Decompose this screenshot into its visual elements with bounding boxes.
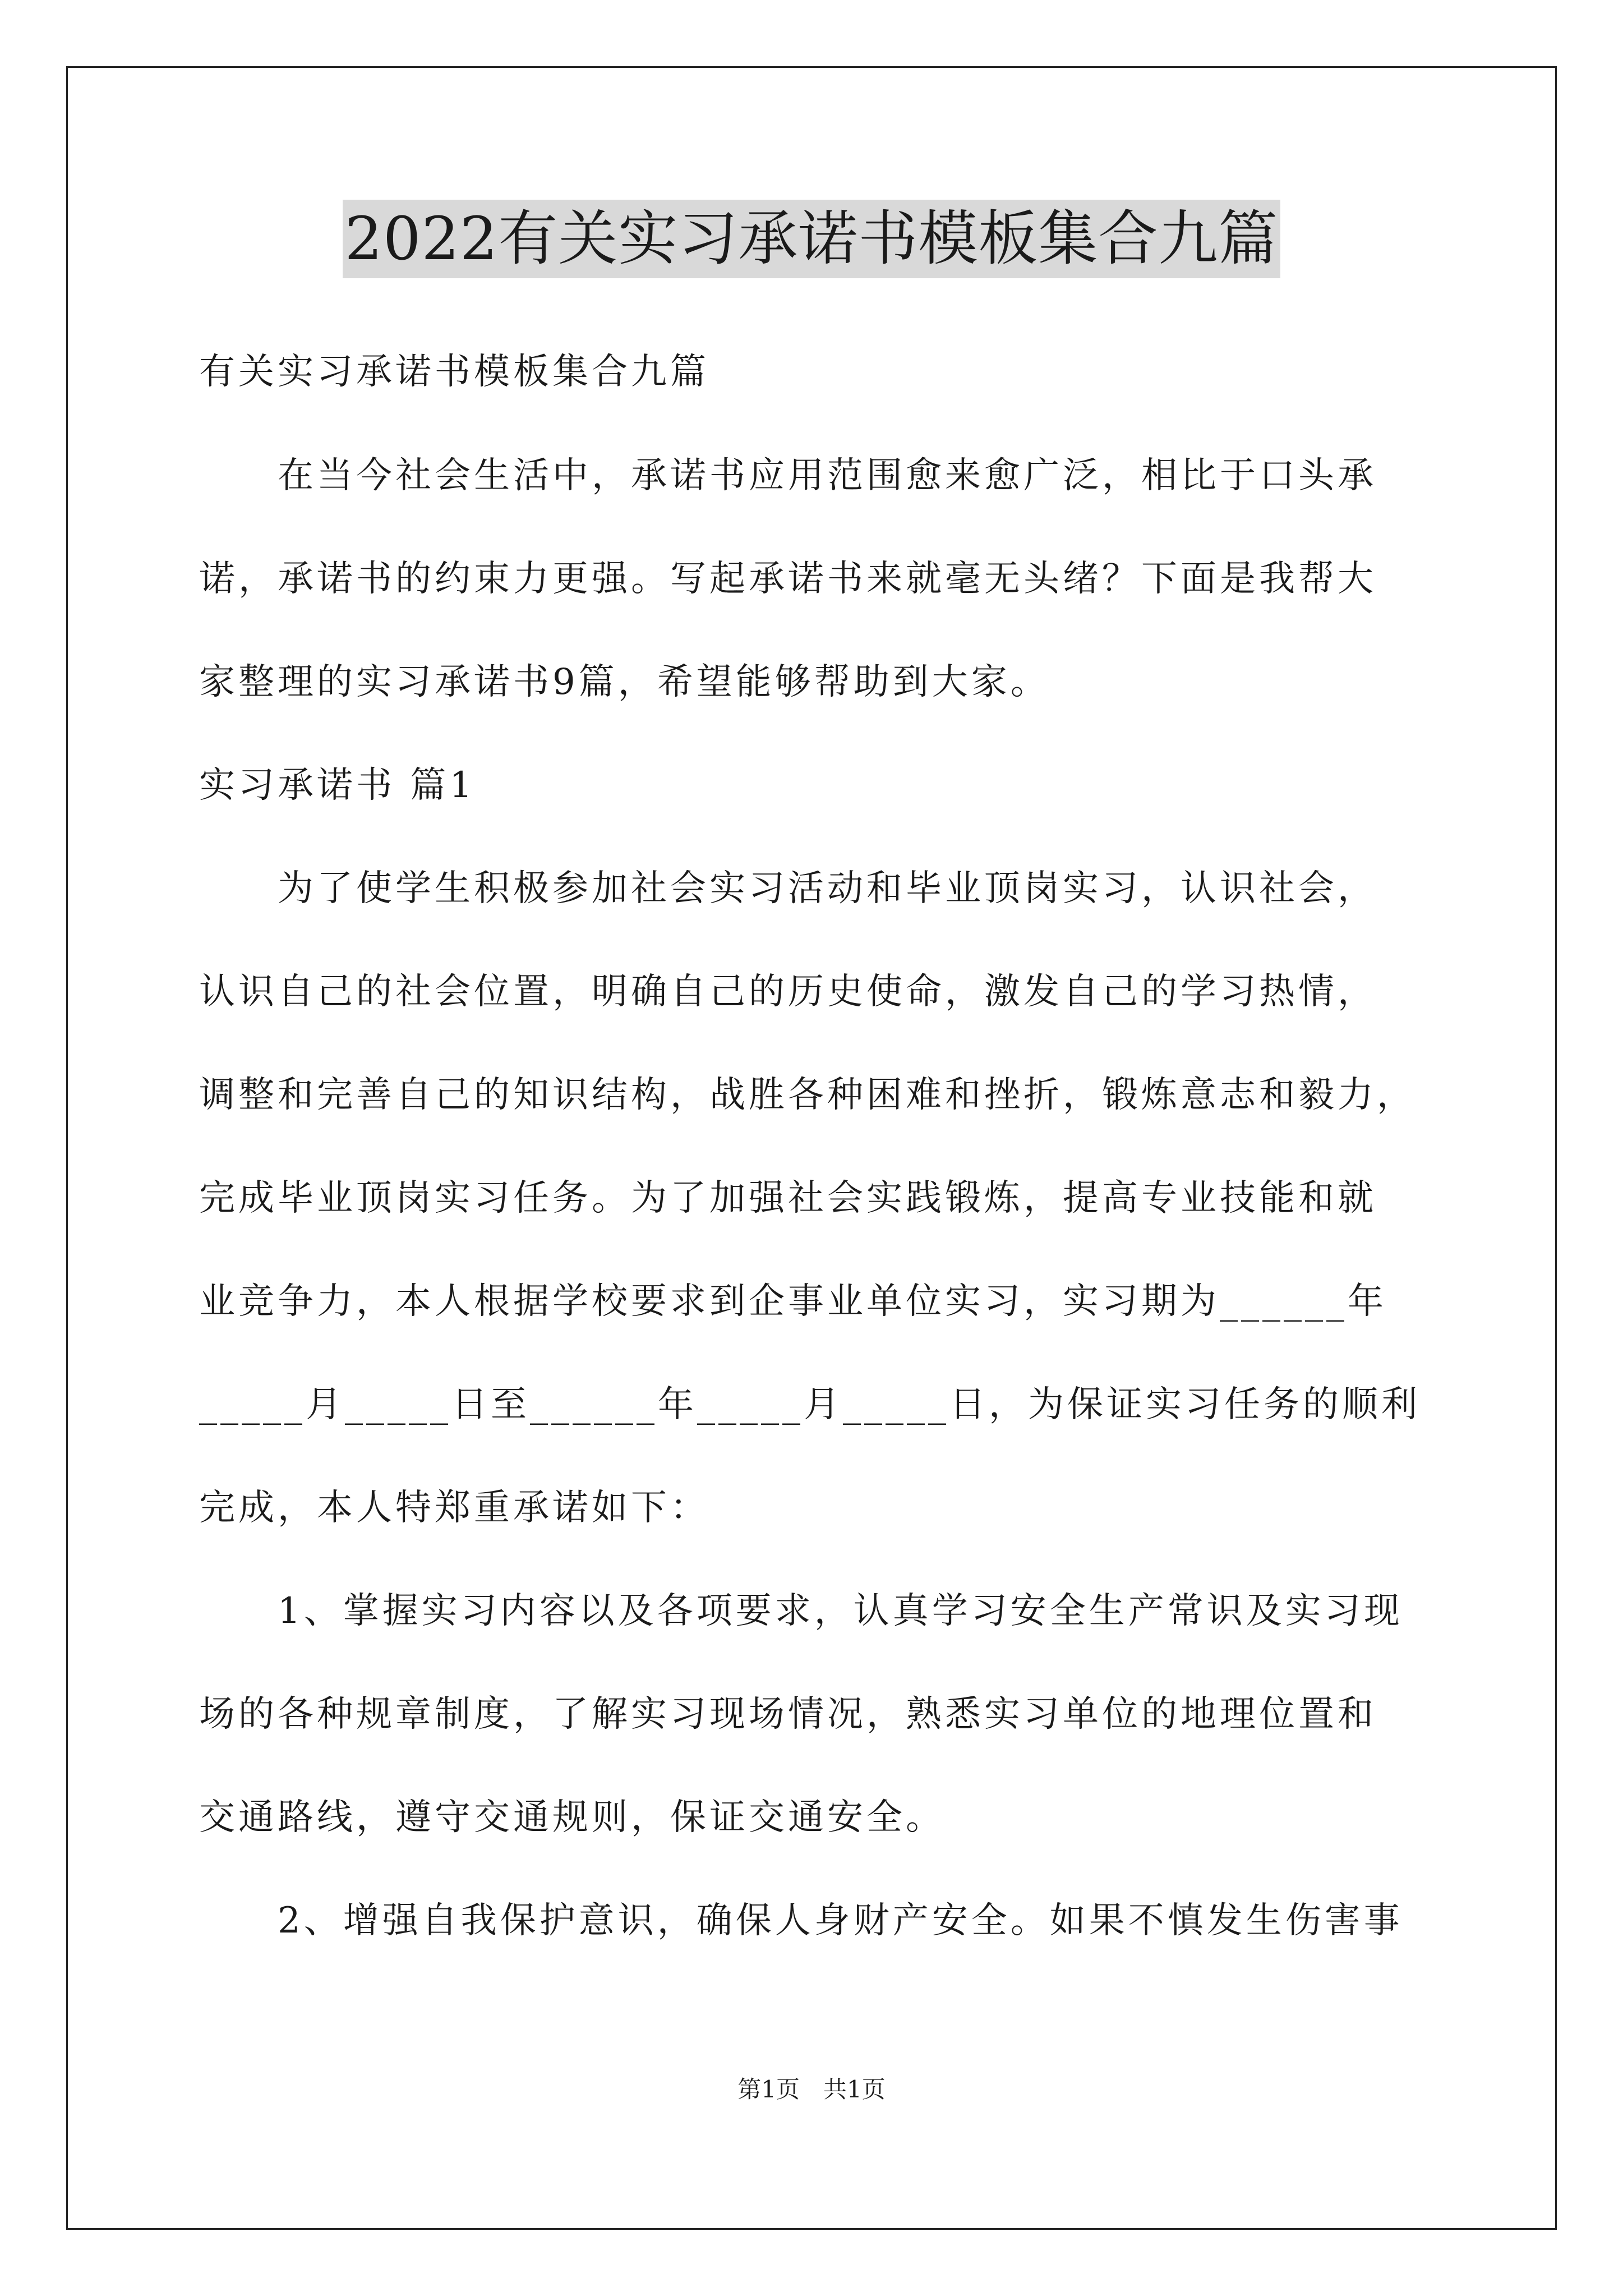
paragraph-line: 完成，本人特郑重承诺如下： — [199, 1487, 709, 1529]
paragraph-line: _____月_____日至______年_____月_____日，为保证实习任务的顺利 — [199, 1384, 1421, 1425]
page-footer: 第1页 共1页 — [737, 2076, 886, 2103]
section-heading: 实习承诺书 篇1 — [199, 765, 476, 806]
paragraph-line: 为了使学生积极参加社会实习活动和毕业顶岗实习，认识社会， — [199, 868, 1377, 909]
subtitle-line: 有关实习承诺书模板集合九篇 — [199, 351, 709, 393]
document-title: 2022有关实习承诺书模板集合九篇 — [343, 200, 1281, 278]
paragraph-line: 1、掌握实习内容以及各项要求，认真学习安全生产常识及实习现 — [199, 1590, 1403, 1632]
paragraph-line: 业竞争力，本人根据学校要求到企事业单位实习，实习期为______年 — [199, 1281, 1387, 1322]
paragraph-line: 场的各种规章制度，了解实习现场情况，熟悉实习单位的地理位置和 — [199, 1694, 1377, 1735]
paragraph-line: 诺，承诺书的约束力更强。写起承诺书来就毫无头绪？下面是我帮大 — [199, 558, 1377, 600]
title-container — [0, 200, 1623, 278]
paragraph-line: 2、增强自我保护意识，确保人身财产安全。如果不慎发生伤害事 — [199, 1900, 1403, 1941]
paragraph-line: 调整和完善自己的知识结构，战胜各种困难和挫折，锻炼意志和毅力， — [199, 1074, 1416, 1116]
paragraph-line: 认识自己的社会位置，明确自己的历史使命，激发自己的学习热情， — [199, 971, 1377, 1013]
paragraph-line: 完成毕业顶岗实习任务。为了加强社会实践锻炼，提高专业技能和就 — [199, 1177, 1377, 1219]
paragraph-line: 交通路线，遵守交通规则，保证交通安全。 — [199, 1797, 945, 1838]
paragraph-line: 家整理的实习承诺书9篇，希望能够帮助到大家。 — [199, 661, 1050, 703]
paragraph-line: 在当今社会生活中，承诺书应用范围愈来愈广泛，相比于口头承 — [199, 455, 1377, 496]
